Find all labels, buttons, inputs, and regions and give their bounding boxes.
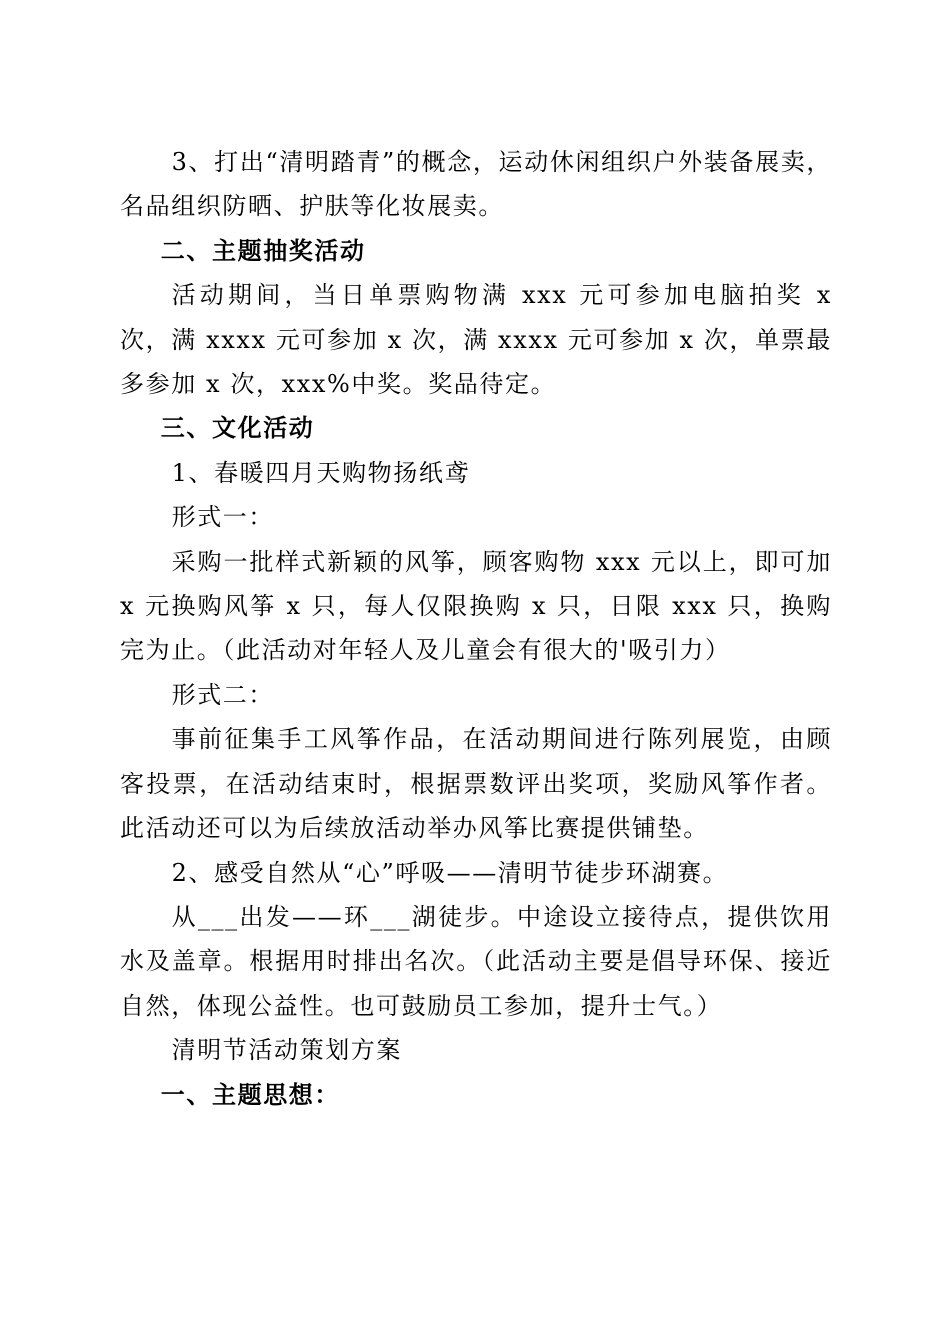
- paragraph-hiking-title: 2、感受自然从“心”呼吸——清明节徒步环湖赛。: [171, 858, 729, 887]
- section-heading-lottery: 二、主题抽奖活动: [160, 236, 366, 265]
- paragraph-plan-title: 清明节活动策划方案: [171, 1036, 402, 1065]
- paragraph-hiking-detail: 从___出发——环___湖徒步。中途设立接待点，提供饮用水及盖章。根据用时排出名次。（此活动主要是倡导环保、接近自然，体现公益性。也可鼓励员工参加，提升士气。）: [120, 902, 832, 1020]
- paragraph-form-two-label: 形式二：: [171, 680, 274, 709]
- paragraph-form-one-detail: 采购一批样式新颖的风筝，顾客购物 xxx 元以上，即可加 x 元换购风筝 x 只，每人仅限换购 x 只，日限 xxx 只，换购完为止。（此活动对年轻人及儿童会有很大的'吸引力）: [120, 547, 832, 665]
- paragraph-lottery-rules: 活动期间，当日单票购物满 xxx 元可参加电脑拍奖 x 次，满 xxxx 元可参加 x 次，满 xxxx 元可参加 x 次，单票最多参加 x 次，xxx%中奖。奖品待定。: [120, 281, 832, 399]
- paragraph-item-3-outdoor-sales: 3、打出“清明踏青”的概念，运动休闲组织户外装备展卖，名品组织防晒、护肤等化妆展卖。: [120, 148, 832, 221]
- section-heading-theme: 一、主题思想：: [160, 1080, 340, 1109]
- document-body: [120, 140, 832, 1117]
- paragraph-kite-activity-title: 1、春暖四月天购物扬纸鸢: [171, 458, 471, 487]
- paragraph-form-one-label: 形式一：: [171, 503, 274, 532]
- paragraph-form-two-detail: 事前征集手工风筝作品，在活动期间进行陈列展览，由顾客投票，在活动结束时，根据票数评出奖项，奖励风筝作者。此活动还可以为后续放活动举办风筝比赛提供铺垫。: [120, 725, 832, 843]
- section-heading-culture: 三、文化活动: [160, 414, 315, 443]
